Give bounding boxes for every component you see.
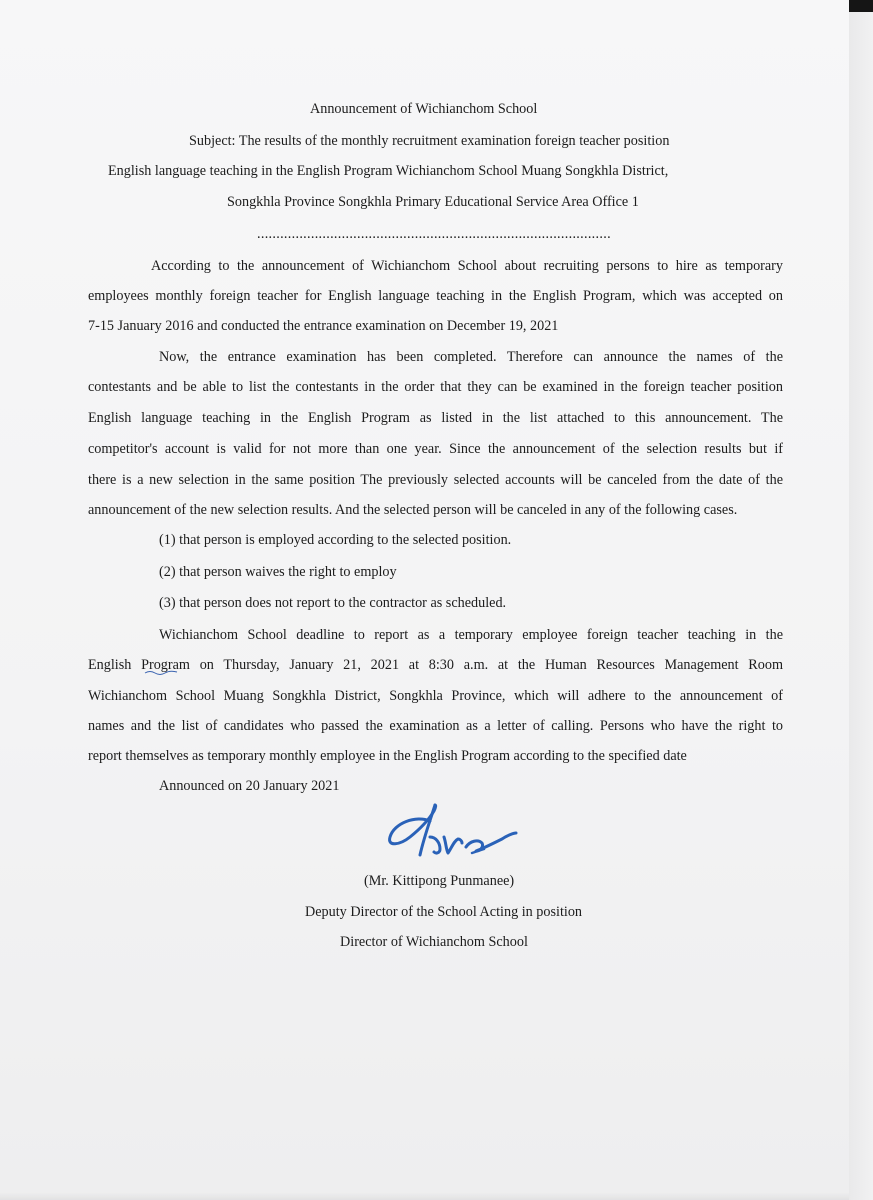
paragraph-line: employees monthly foreign teacher for English language teaching in the English Program, which was accepted on	[88, 288, 783, 304]
paragraph-line: Now, the entrance examination has been completed. Therefore can announce the names of the	[159, 349, 783, 365]
announced-date: Announced on 20 January 2021	[159, 778, 340, 794]
paragraph-line: names and the list of candidates who passed the examination as a letter of calling. Persons who have the right to	[88, 718, 783, 734]
announcement-heading: Announcement of Wichianchom School	[310, 101, 538, 117]
paragraph-line: Wichianchom School deadline to report as a temporary employee foreign teacher teaching in the	[159, 627, 783, 643]
paragraph-line: 7-15 January 2016 and conducted the entrance examination on December 19, 2021	[88, 318, 559, 334]
scan-corner-mark	[849, 0, 873, 12]
scan-margin	[849, 0, 873, 1200]
paragraph-line: According to the announcement of Wichianchom School about recruiting persons to hire as temporary	[151, 258, 783, 274]
signatory-name: (Mr. Kittipong Punmanee)	[364, 873, 515, 889]
paragraph-line: contestants and be able to list the contestants in the order that they can be examined in the foreign teacher position	[88, 379, 783, 395]
paragraph-line: there is a new selection in the same position The previously selected accounts will be canceled from the date of the	[88, 472, 783, 488]
paragraph-line: announcement of the new selection results. And the selected person will be canceled in any of the following cases.	[88, 502, 738, 518]
subject-line: English language teaching in the English Program Wichianchom School Muang Songkhla District,	[108, 163, 669, 179]
signatory-title: Deputy Director of the School Acting in position	[305, 904, 583, 920]
case-item: (2) that person waives the right to employ	[159, 564, 397, 580]
signatory-title: Director of Wichianchom School	[340, 934, 528, 950]
subject-line: Subject: The results of the monthly recruitment examination foreign teacher position	[189, 133, 670, 149]
signature-image	[386, 803, 518, 861]
paragraph-line: English language teaching in the English Program as listed in the list attached to this announcement. The	[88, 410, 783, 426]
page-bottom-shadow	[0, 1192, 849, 1200]
paragraph-line: competitor's account is valid for not more than one year. Since the announcement of the selection results but if	[88, 441, 783, 457]
case-item: (3) that person does not report to the contractor as scheduled.	[159, 595, 507, 611]
subject-line: Songkhla Province Songkhla Primary Educational Service Area Office 1	[227, 194, 639, 210]
ink-underline-mark	[144, 668, 180, 676]
case-item: (1) that person is employed according to the selected position.	[159, 532, 512, 548]
paragraph-line: report themselves as temporary monthly employee in the English Program according to the specified date	[88, 748, 687, 764]
separator-line: ............................................................................................	[257, 226, 611, 242]
paragraph-line: Wichianchom School Muang Songkhla District, Songkhla Province, which will adhere to the announcement of	[88, 688, 783, 704]
paragraph-line: English Program on Thursday, January 21, 2021 at 8:30 a.m. at the Human Resources Management Room	[88, 657, 783, 673]
